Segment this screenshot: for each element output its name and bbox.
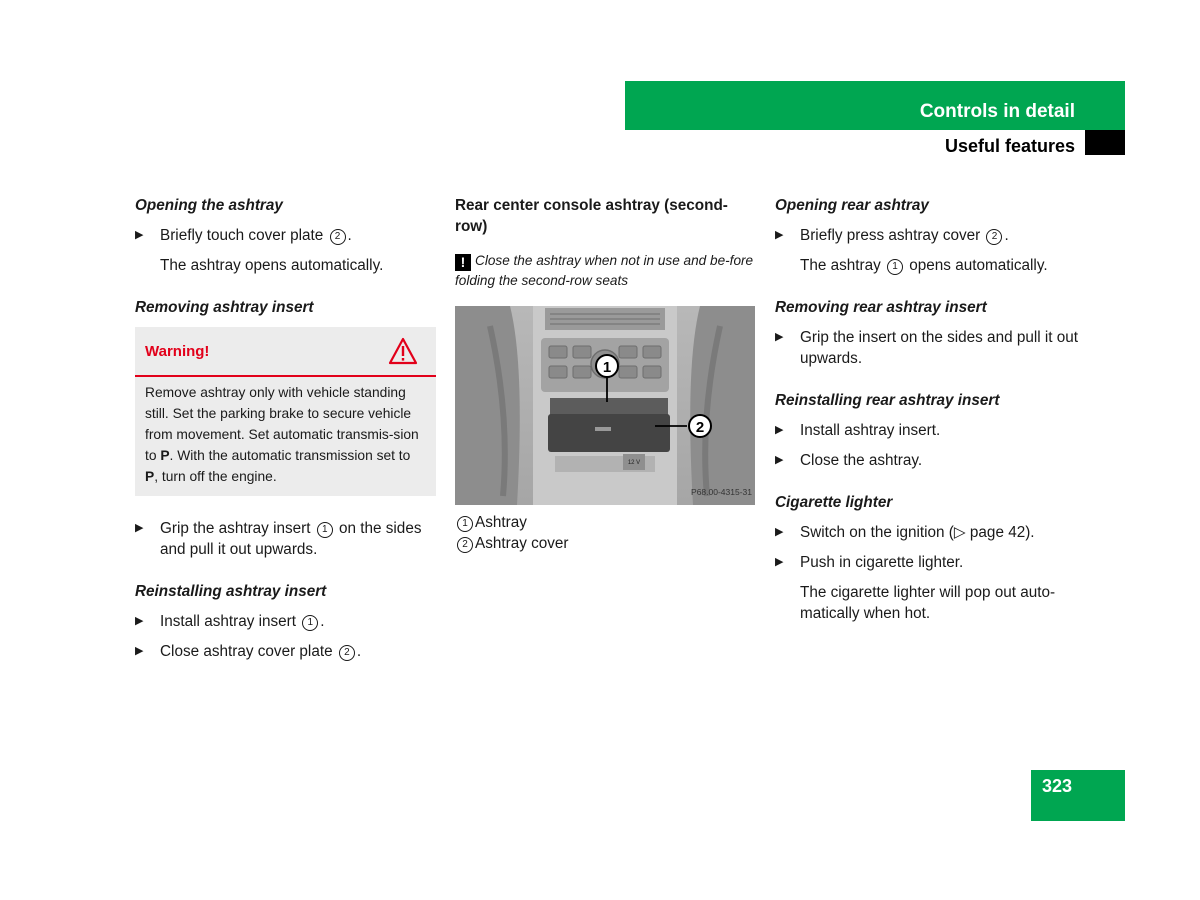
heading-reinstalling-insert: Reinstalling ashtray insert [135,583,327,600]
bullet-arrow-icon: ▶ [775,526,784,538]
bullet-arrow-icon: ▶ [135,615,144,627]
figure-code: P68.00-4315-31 [691,487,752,497]
callout-1: 1 [602,359,612,376]
step-install-rear-insert: ▶ Install ashtray insert. [775,422,941,439]
warning-box [135,327,436,496]
section-title: Controls in detail [919,101,1075,122]
warning-text: Remove ashtray only with vehicle standing still. Set the parking brake to secure vehicle from movement. Set automatic transmis-sion to P. With the automatic transmission set to P, turn off the engine. [145,385,419,484]
subsection-marker [1085,130,1125,155]
step-press-cover: ▶ Briefly press ashtray cover 2 . [775,227,1009,244]
legend-num: 1 [457,516,473,532]
result-text: The ashtray 1 opens automatically. [800,257,1048,274]
result-text: The cigarette lighter will pop out auto-matically when hot. [800,584,1056,622]
step-switch-ignition: ▶ Switch on the ignition (▷ page 42). [775,524,1035,541]
heading-reinstalling-rear-insert: Reinstalling rear ashtray insert [775,392,1000,409]
legend-num: 2 [457,537,473,553]
column-right [775,195,1085,633]
legend-label: Ashtray cover [475,535,569,552]
callout-ref: 1 [317,522,333,538]
bullet-arrow-icon: ▶ [775,424,784,436]
callout-ref: 1 [887,259,903,275]
legend-item [455,512,757,533]
callout-2: 2 [695,419,705,436]
step-push-lighter: ▶ Push in cigarette lighter. [775,554,964,571]
warning-header [135,327,436,377]
heading-opening-ashtray: Opening the ashtray [135,197,283,214]
page-number: 323 [1041,776,1073,796]
bullet-arrow-icon: ▶ [775,229,784,241]
column-middle [455,195,757,554]
bullet-arrow-icon: ▶ [135,645,144,657]
step-close-cover: ▶ Close ashtray cover plate 2 . [135,643,362,660]
callout-ref: 2 [986,229,1002,245]
heading-opening-rear-ashtray: Opening rear ashtray [775,197,929,214]
bullet-arrow-icon: ▶ [135,229,144,241]
caution-note: ! Close the ashtray when not in use and be-fore folding the second-row seats [455,253,754,288]
bullet-arrow-icon: ▶ [135,522,144,534]
column-left [135,195,436,671]
heading-cigarette-lighter: Cigarette lighter [775,494,893,511]
legend-item [455,533,757,554]
step-close-rear-ashtray: ▶ Close the ashtray. [775,452,923,469]
bullet-arrow-icon: ▶ [775,454,784,466]
bullet-arrow-icon: ▶ [775,556,784,568]
callout-ref: 2 [339,645,355,661]
step-install-insert: ▶ Install ashtray insert 1 . [135,613,325,630]
subsection-title: Useful features [944,136,1075,156]
legend-label: Ashtray [475,514,527,531]
result-text: The ashtray opens automatically. [160,257,384,274]
heading-rear-console-ashtray: Rear center console ashtray (second-row) [455,197,728,235]
ashtray-figure [455,306,755,505]
warning-title: Warning! [145,342,210,360]
callout-ref: 2 [330,229,346,245]
bullet-arrow-icon: ▶ [775,331,784,343]
warning-triangle-icon [388,337,418,365]
console-illustration [455,306,755,505]
heading-removing-rear-insert: Removing rear ashtray insert [775,299,987,316]
callout-ref: 1 [302,615,318,631]
heading-removing-insert: Removing ashtray insert [135,299,314,316]
step-grip-insert: ▶ Grip the ashtray insert 1 on the sides and pull it out upwards. [135,520,422,558]
step-touch-cover: ▶ Briefly touch cover plate 2 . [135,227,352,244]
socket-label: 12 V [627,460,641,466]
step-grip-rear-insert: ▶ Grip the insert on the sides and pull it out upwards. [775,329,1079,367]
exclamation-icon: ! [455,254,471,271]
